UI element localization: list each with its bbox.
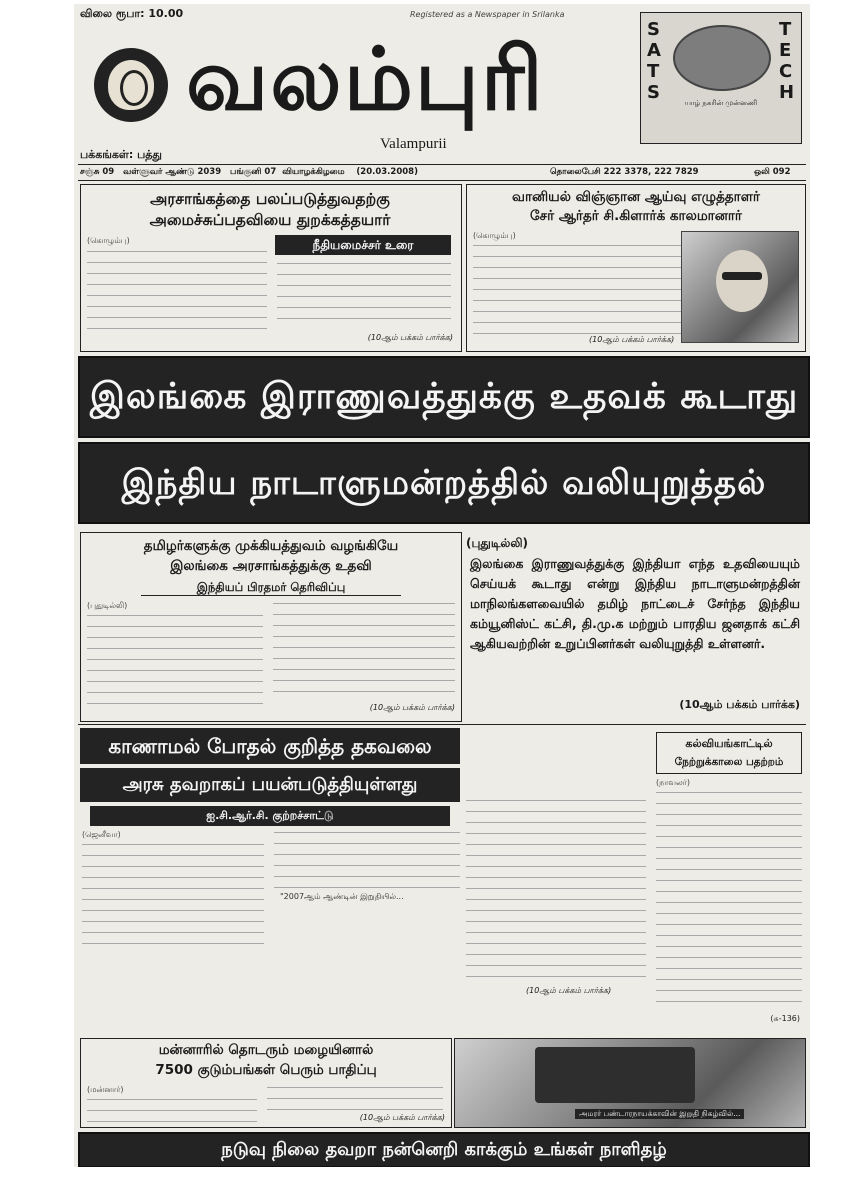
continuation-body xyxy=(466,798,646,978)
footer-slogan-box xyxy=(78,1132,810,1167)
story-icrc-headline-1: காணாமல் போதல் குறித்த தகவலை xyxy=(80,728,460,764)
pages-label: பக்கங்கள்: பத்து xyxy=(80,148,162,161)
story-pm-continued: (10ஆம் பக்கம் பார்க்க) xyxy=(369,703,455,712)
story-clarke-headline-1: வானியல் விஞ்ஞான ஆய்வு எழுத்தாளர் xyxy=(512,189,760,205)
story-minister xyxy=(80,184,462,352)
story-icrc-body-left xyxy=(82,842,264,952)
story-mannar-body-left xyxy=(87,1097,257,1123)
story-kalviyankadu-body xyxy=(656,790,802,1010)
banner-headline-2: இந்திய நாடாளுமன்றத்தில் வலியுறுத்தல் xyxy=(121,463,767,503)
story-pm-headline-2: இலங்கை அரசாங்கத்துக்கு உதவி xyxy=(170,558,372,574)
clarke-portrait-photo xyxy=(681,231,799,343)
story-mannar xyxy=(80,1038,452,1128)
story-clarke-headline-2: சேர் ஆர்தர் சி.கிளார்க் காலமானார் xyxy=(530,208,742,224)
story-pm-body-left xyxy=(87,613,263,713)
dateline-phone: தொலைபேசி 222 3378, 222 7829 xyxy=(550,167,699,177)
ad-caption: யாழ் நகரின் முன்னணி xyxy=(684,99,758,107)
story-icrc-kicker: ஐ.சி.ஆர்.சி. குற்றச்சாட்டு xyxy=(90,806,450,826)
conch-logo xyxy=(94,48,168,122)
casket-shape xyxy=(535,1047,695,1103)
story-kalviyankadu-headline-2: நேற்றுக்காலை பதற்றம் xyxy=(674,756,784,768)
story-kalviyankadu-byline: (சு-136) xyxy=(770,1014,800,1023)
dateline-volume: சஞ்சு 09 xyxy=(80,167,115,177)
story-pm-source: (புதுடில்லி) xyxy=(87,601,128,610)
story-mannar-headline-1: மன்னாரில் தொடரும் மழையினால் xyxy=(158,1042,374,1058)
story-mannar-body-right xyxy=(267,1085,443,1111)
story-clarke xyxy=(466,184,806,352)
story-parliament-lead: இலங்கை இராணுவத்துக்கு இந்தியா எந்த உதவியையும் செய்யக் கூடாது என்று இந்திய நாடாளுமன்றத்தின் மாநிலங்களவையில் தமிழ் நாட்டைச் சேர்ந்த இந்திய கம்யூனிஸ்ட் கட்சி, தி.மு.க மற்றும் பாரதிய ஜனதாக் கட்சி ஆகியவற்றின் உறுப்பினர்கள் வலியுறுத்தி உள்ளனர். xyxy=(470,556,800,651)
masthead-title-english: Valampurii xyxy=(380,136,447,152)
banner-headline-1-box xyxy=(78,356,810,438)
story-minister-continued: (10ஆம் பக்கம் பார்க்க) xyxy=(367,333,453,342)
newspaper-page xyxy=(74,4,810,1167)
dateline-year: வள்ளுவர் ஆண்டு 2039 xyxy=(123,167,222,177)
story-pm xyxy=(80,532,462,722)
story-pm-kicker: இந்தியப் பிரதமர் தெரிவிப்பு xyxy=(141,579,401,596)
story-parliament-continued: (10ஆம் பக்கம் பார்க்க) xyxy=(679,698,800,711)
dateline-day: வியாழக்கிழமை xyxy=(282,167,345,177)
story-icrc xyxy=(80,728,460,1038)
story-icrc-quote: "2007ஆம் ஆண்டின் இறுதியில்... xyxy=(280,892,404,901)
story-mannar-source: (மன்னார்) xyxy=(87,1085,124,1094)
banner-headline-1: இலங்கை இராணுவத்துக்கு உதவக் கூடாது xyxy=(89,376,799,417)
satellite-dish-icon xyxy=(673,25,771,91)
story-minister-body-right xyxy=(277,261,451,329)
dateline-rule-top xyxy=(78,164,806,165)
footer-slogan: நடுவு நிலை தவறா நன்னெறி காக்கும் உங்கள் நாளிதழ் xyxy=(221,1139,667,1160)
story-clarke-body xyxy=(473,243,681,335)
dateline xyxy=(80,167,418,178)
story-pm-headline-1: தமிழர்களுக்கு முக்கியத்துவம் வழங்கியே xyxy=(143,538,399,554)
story-parliament xyxy=(466,532,804,720)
story-icrc-headline-2: அரசு தவறாகப் பயன்படுத்தியுள்ளது xyxy=(80,768,460,802)
story-pm-body-right xyxy=(273,601,455,701)
funeral-photo xyxy=(454,1038,806,1128)
section-divider xyxy=(78,724,806,725)
story-minister-text-lines xyxy=(87,249,267,337)
story-kalviyankadu-source: (நாவலர்) xyxy=(656,778,691,787)
ad-word-tech: TECH xyxy=(779,19,795,103)
story-icrc-continued: (10ஆம் பக்கம் பார்க்க) xyxy=(526,986,612,995)
story-icrc-body-right xyxy=(274,830,460,890)
dateline-month: பங்குனி 07 xyxy=(230,167,277,177)
masthead-title: வலம்புரி xyxy=(186,30,545,130)
sats-tech-advert xyxy=(640,12,802,144)
funeral-photo-caption: அமரர் பண்டாரநாயக்காவின் இறுதி நிகழ்வில்... xyxy=(575,1109,744,1119)
story-minister-body-left xyxy=(87,235,267,345)
story-kalviyankadu xyxy=(656,728,804,1034)
banner-headline-2-box xyxy=(78,442,810,524)
story-continuation-column xyxy=(466,728,650,1018)
ad-word-sats: SATS xyxy=(647,19,661,103)
story-minister-headline: அரசாங்கத்தை பலப்படுத்துவதற்கு அமைச்சுப்பதவியை துறக்கத்தயார் xyxy=(149,190,391,229)
story-clarke-source: (கொழும்பு) xyxy=(473,231,516,240)
dateline-rule-bottom xyxy=(78,180,806,181)
dateline-date: (20.03.2008) xyxy=(356,167,418,177)
story-minister-kicker: நீதியமைச்சர் உரை xyxy=(275,235,451,255)
registration-note: Registered as a Newspaper in Srilanka xyxy=(410,10,565,19)
story-icrc-source: (ஜெனீவா) xyxy=(82,830,121,839)
story-clarke-continued: (10ஆம் பக்கம் பார்க்க) xyxy=(589,335,675,344)
story-minister-source: (கொழும்பு) xyxy=(87,236,130,245)
story-kalviyankadu-headline-box xyxy=(656,732,802,774)
dateline-issue: ஒலி 092 xyxy=(754,167,791,177)
story-mannar-continued: (10ஆம் பக்கம் பார்க்க) xyxy=(359,1113,445,1122)
story-mannar-headline-2: 7500 குடும்பங்கள் பெரும் பாதிப்பு xyxy=(155,1062,377,1078)
story-parliament-source: (புதுடில்லி) xyxy=(466,536,529,550)
price-label: விலை ரூபா: 10.00 xyxy=(80,7,184,20)
story-kalviyankadu-headline-1: கல்வியங்காட்டில் xyxy=(685,737,773,750)
